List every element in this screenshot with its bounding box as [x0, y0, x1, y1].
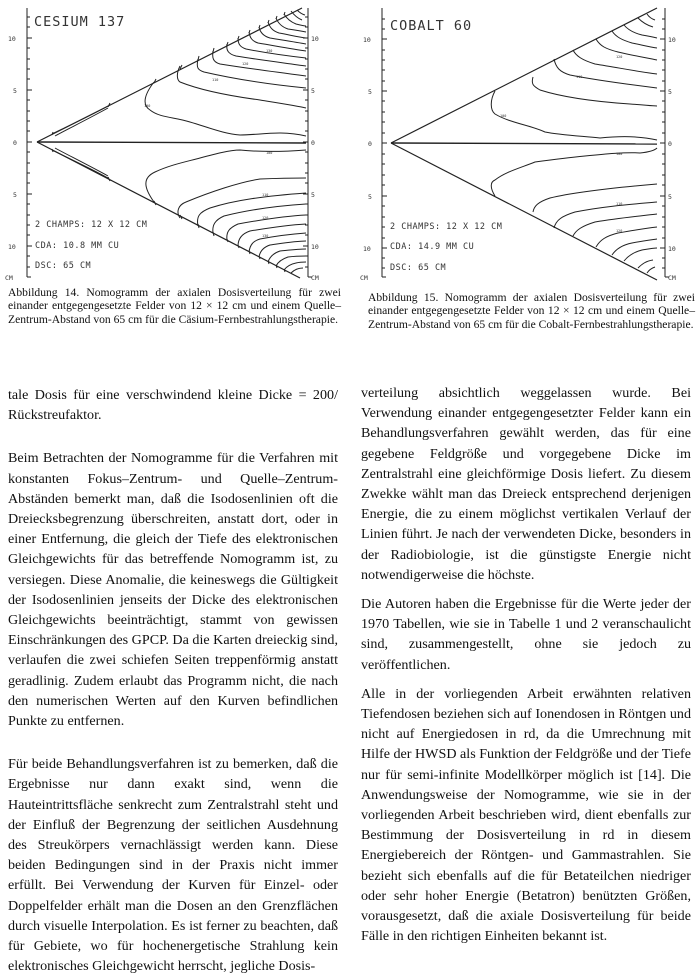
svg-text:10: 10	[668, 245, 676, 253]
cobalt-nomogram-chart	[350, 0, 699, 285]
svg-text:5: 5	[368, 88, 372, 96]
cesium-nomogram-chart	[0, 0, 350, 280]
figure-15-cobalt	[350, 0, 699, 285]
paragraph: verteilung absichtlich weggelassen wurde. Bei Verwendung einander entgegengesetzter Felder kann ein Behandlungsverfahren gewählt werden, das für eine gegebene Feldgröße und vorgegebene Dicke im Zentralstrahl eine gleichförmige Dosis liefert. Zu diesem Zwekke wählt man das Dreieck entsprechend derjenigen Energie, die zu einem möglichst vertikalen Verlauf der Linien führt. Je nach der verwendeten Dicke, besonders in der Radiobiologie, ist die günstigste Energie nicht notwendigerweise die höchste.	[361, 385, 691, 583]
svg-text:5: 5	[13, 87, 17, 95]
figure-15-caption: Abbildung 15. Nomogramm der axialen Dosisverteilung für zwei einander entgegengesetzte Felder von 12 × 12 cm und einem Quelle–Zentrum-Abstand von 65 cm für die Cobalt-Fernbestrahlungstherapie.	[368, 291, 695, 331]
figure-14-cesium	[0, 0, 350, 280]
chart-title: CESIUM 137	[34, 14, 126, 30]
annotation-cda: CDA: 10.8 MM CU	[35, 241, 120, 251]
svg-text:5: 5	[368, 193, 372, 201]
svg-text:CM: CM	[668, 274, 676, 282]
svg-text:130: 130	[266, 49, 273, 53]
svg-text:CM: CM	[360, 274, 368, 282]
svg-text:110: 110	[616, 202, 623, 206]
svg-text:110: 110	[576, 75, 583, 79]
paragraph: Für beide Behandlungsverfahren ist zu bemerken, daß die Ergebnisse nur dann exakt sind, wenn die Hauteintrittsfläche senkrecht zum Zentralstrahl steht und der Einfluß der Begrenzung der seitlichen Ausdehnung des Streukörpers vernachlässigt werden kann. Diese beiden Bedingungen sind in der Praxis nicht immer erfüllt. Bei Verwendung der Kurven für Einzel- oder Doppelfelder erhält man die Dosen an den Grenzflächen durch visuelle Interpolation. Es ist ferner zu beachten, daß für Gebiete, wo für hochenergetische Strahlung kein elektronisches Gleichgewicht herrscht, jegliche Dosis-	[8, 756, 338, 975]
svg-text:10: 10	[311, 243, 319, 251]
svg-text:120: 120	[262, 216, 269, 220]
svg-text:10: 10	[8, 243, 16, 251]
paragraph: Beim Betrachten der Nomogramme für die Verfahren mit konstanten Fokus–Zentrum- und Quelle–Zentrum-Abständen bemerkt man, daß die Isodosenlinien oft die Dreiecksbegrenzung überschreiten, anstatt dort, oder in einer Entfernung, die gleich der Tiefe des elektronischen Gleichgewichts für das betreffende Nomogramm ist, zu versiegen. Diese Anomalie, die keineswegs die Gültigkeit der Isodosenlinien jenseits der Dicke des elektronischen Gleichgewichts beeinträchtigt, stammt von gewissen Einschränkungen des GPCP. Da die Karten dreieckig sind, verlaufen die zwei schiefen Seiten treppenförmig anstatt geradlinig. Zudem erlaubt das Programm nicht, die nach den numerischen Werten auf den Kurven befindlichen Punkte zu entfernen.	[8, 450, 338, 730]
svg-text:10: 10	[8, 35, 16, 43]
svg-text:5: 5	[668, 193, 672, 201]
paragraph: Die Autoren haben die Ergebnisse für die Werte jeder der 1970 Tabellen, wie sie in Tabelle 1 und 2 veranschaulicht sind, zusammengestellt, ohne sie jedoch zu veröffentlichen.	[361, 596, 691, 673]
svg-text:0: 0	[13, 139, 17, 147]
svg-text:110: 110	[212, 78, 219, 82]
svg-text:100: 100	[144, 104, 151, 108]
svg-text:5: 5	[311, 191, 315, 199]
svg-text:100: 100	[266, 151, 273, 155]
svg-text:0: 0	[311, 139, 315, 147]
svg-text:130: 130	[262, 234, 269, 238]
svg-text:10: 10	[363, 36, 371, 44]
svg-text:10: 10	[668, 36, 676, 44]
figure-14-caption: Abbildung 14. Nomogramm der axialen Dosisverteilung für zwei einander entgegengesetzte Felder von 12 × 12 cm und einem Quelle–Zentrum-Abstand von 65 cm für die Cäsium-Fernbestrahlungstherapie.	[8, 286, 341, 326]
svg-text:0: 0	[668, 140, 672, 148]
svg-text:CM: CM	[311, 274, 319, 280]
body-column-left	[8, 385, 338, 976]
body-column-right	[361, 383, 691, 946]
svg-text:10: 10	[363, 245, 371, 253]
svg-text:120: 120	[616, 229, 623, 233]
annotation-cda: CDA: 14.9 MM CU	[390, 242, 475, 252]
svg-text:5: 5	[13, 191, 17, 199]
svg-text:0: 0	[368, 140, 372, 148]
svg-text:100: 100	[616, 152, 623, 156]
paragraph: Alle in der vorliegenden Arbeit erwähnten relativen Tiefendosen beziehen sich auf Ionendosen in Röntgen und nicht auf Energiedosen in rd, da die Umrechnung mit Hilfe der HWSD als Funktion der Feldgröße und der Tiefe nur für semi-infinite Modellkörper möglich ist [14]. Die Anwendungsweise der Nomogramme, wie sie in der vorliegenden Arbeit beschrieben wird, dient ebenfalls zur Bestimmung der Dosisverteilung in rd in diesem Energiebereich der Röntgen- und Gammastrahlen. Sie bezieht sich ebenfalls auf die für Betateilchen niedriger oder sehr hoher Energie (Betatron) benützten Größen, vorausgesetzt, daß die axiale Dosisverteilung für beide Fälle in den richtigen Einheiten bekannt ist.	[361, 685, 691, 945]
chart-title: COBALT 60	[390, 18, 473, 34]
svg-text:CM: CM	[5, 274, 13, 280]
svg-text:110: 110	[262, 193, 269, 197]
svg-text:100: 100	[500, 114, 507, 118]
annotation-fields: 2 CHAMPS: 12 X 12 CM	[390, 222, 503, 232]
paragraph: tale Dosis für eine verschwindend kleine Dicke = 200/ Rückstreufaktor.	[8, 387, 338, 424]
svg-text:5: 5	[668, 88, 672, 96]
svg-text:10: 10	[311, 35, 319, 43]
svg-text:120: 120	[616, 55, 623, 59]
annotation-fields: 2 CHAMPS: 12 X 12 CM	[35, 220, 148, 230]
svg-text:120: 120	[242, 62, 249, 66]
annotation-dsc: DSC: 65 CM	[35, 261, 92, 271]
svg-text:5: 5	[311, 87, 315, 95]
annotation-dsc: DSC: 65 CM	[390, 263, 447, 273]
